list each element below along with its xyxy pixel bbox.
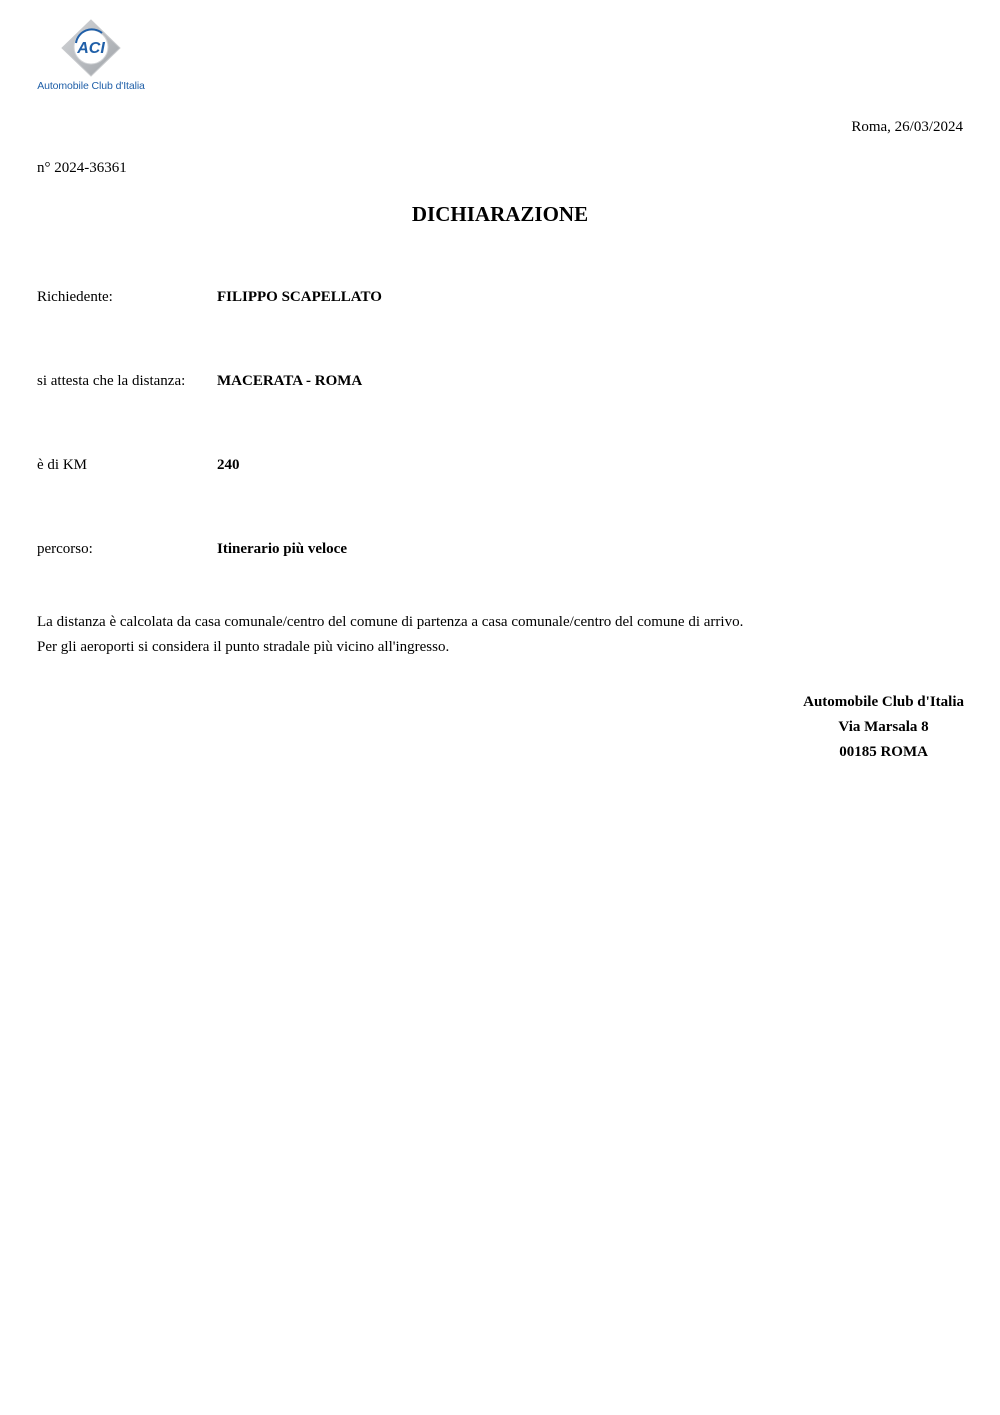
signature-address: Via Marsala 8 bbox=[838, 719, 929, 735]
page-title: DICHIARAZIONE bbox=[411, 202, 589, 226]
logo-caption: Automobile Club d'Italia bbox=[37, 80, 145, 92]
field-value: Itinerario più veloce bbox=[217, 541, 347, 557]
document-date: Roma, 26/03/2024 bbox=[851, 119, 963, 135]
signature-city: 00185 ROMA bbox=[839, 744, 928, 760]
aci-logo-mark: ACI bbox=[77, 40, 105, 57]
aci-diamond-icon bbox=[36, 18, 148, 80]
field-value: 240 bbox=[217, 457, 240, 473]
signature-block bbox=[803, 690, 964, 765]
field-label: percorso: bbox=[37, 541, 93, 557]
aci-logo bbox=[36, 18, 148, 94]
signature-org: Automobile Club d'Italia bbox=[803, 694, 964, 710]
field-label: è di KM bbox=[37, 457, 87, 473]
note-line: Per gli aeroporti si considera il punto stradale più vicino all'ingresso. bbox=[37, 639, 450, 655]
field-value: MACERATA - ROMA bbox=[217, 373, 363, 389]
field-label: si attesta che la distanza: bbox=[37, 373, 186, 389]
notes-block bbox=[37, 610, 743, 660]
field-label: Richiedente: bbox=[37, 289, 113, 305]
field-value: FILIPPO SCAPELLATO bbox=[217, 289, 382, 305]
note-line: La distanza è calcolata da casa comunale/centro del comune di partenza a casa comunale/centro del comune di arrivo. bbox=[37, 614, 744, 630]
protocol-number: n° 2024-36361 bbox=[37, 160, 127, 176]
